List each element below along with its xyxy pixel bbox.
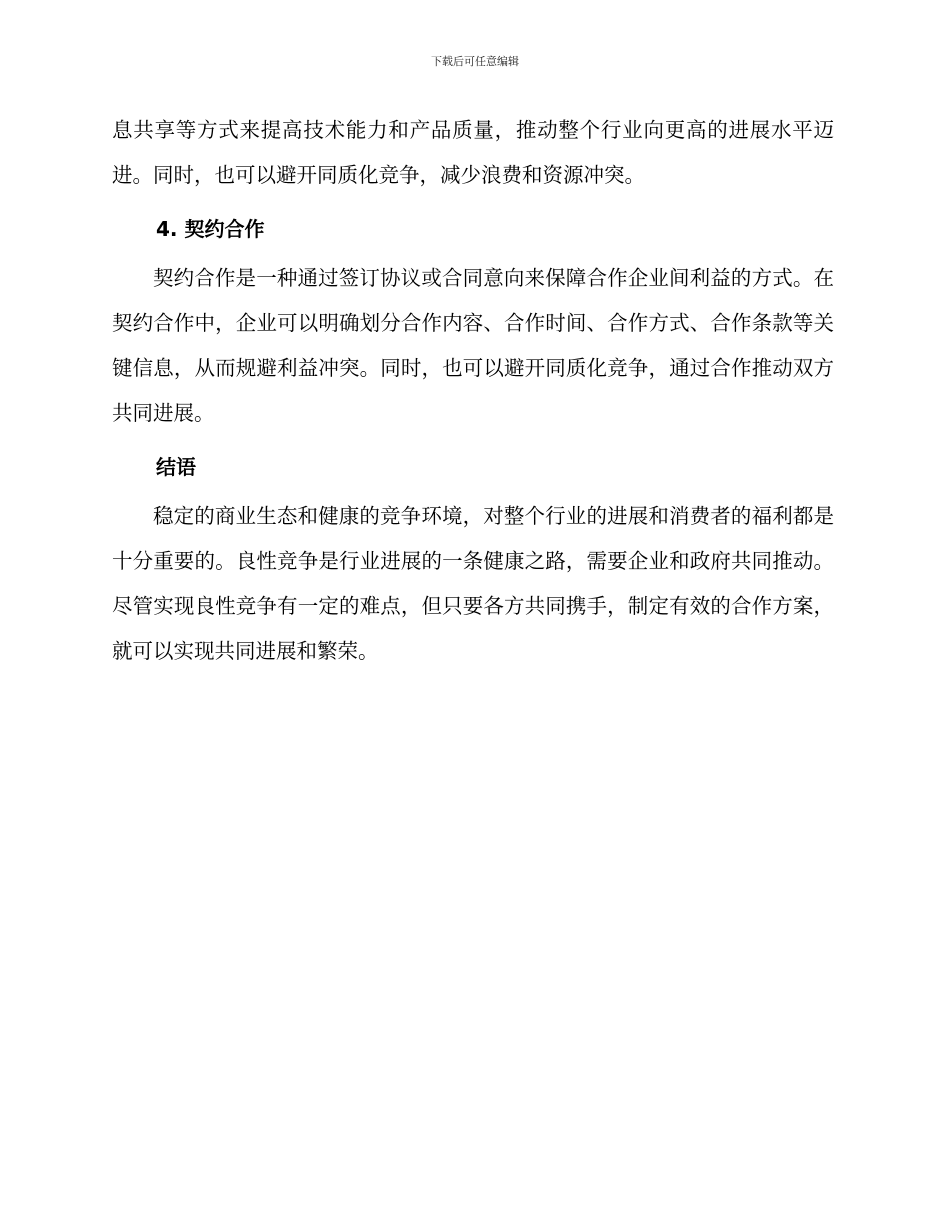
paragraph-conclusion: 稳定的商业生态和健康的竞争环境，对整个行业的进展和消费者的福利都是十分重要的。良性竞争是行业进展的一条健康之路，需要企业和政府共同推动。尽管实现良性竞争有一定的难点，但只要各方共同携手，制定有效的合作方案，就可以实现共同进展和繁荣。 (112, 504, 834, 663)
paragraph-contract-cooperation: 契约合作是一种通过签订协议或合同意向来保障合作企业间利益的方式。在契约合作中，企业可以明确划分合作内容、合作时间、合作方式、合作条款等关键信息，从而规避利益冲突。同时，也可以避开同质化竞争，通过合作推动双方共同进展。 (112, 266, 834, 425)
section-heading-conclusion: 结语 (156, 455, 196, 479)
document-body (112, 108, 834, 674)
paragraph-continuation: 息共享等方式来提高技术能力和产品质量，推动整个行业向更高的进展水平迈进。同时，也可以避开同质化竞争，减少浪费和资源冲突。 (112, 118, 834, 187)
page-header: 下载后可任意编辑 (431, 55, 519, 68)
section-heading-contract-cooperation: 4. 契约合作 (156, 217, 265, 241)
